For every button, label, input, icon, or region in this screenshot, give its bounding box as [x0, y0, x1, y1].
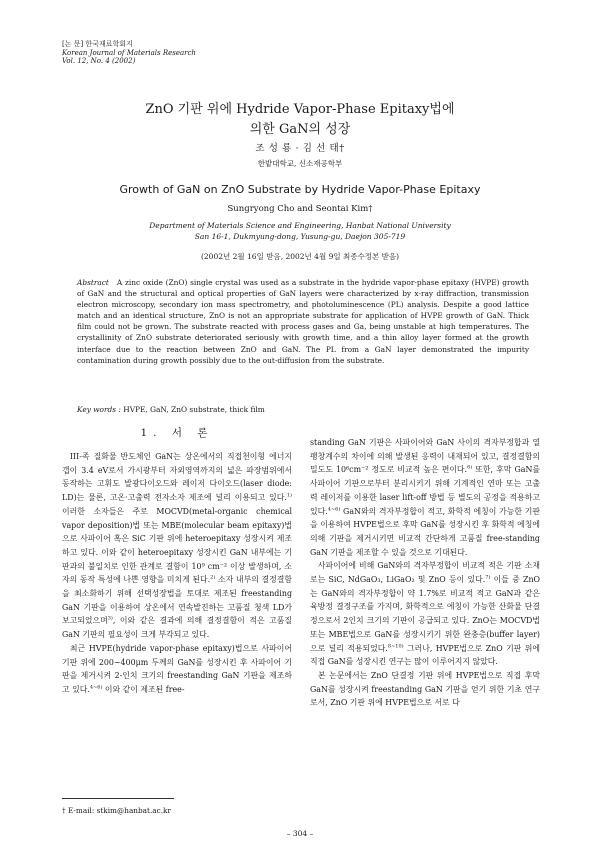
abstract	[77, 277, 529, 366]
intro-p2-text-a: 최근 HVPE(hydride vapor-phase epitaxy)법으로 사파이어 기판 위에 200~400μm 두께의 GaN를 성장시킨 후 사파이어 기판을 제거시켜 2-인치 크기의 freestanding GaN 기판을 제조하고 있다.	[62, 643, 292, 694]
section-heading-introduction: 1. 서 론	[140, 427, 214, 439]
body-column-right	[310, 436, 540, 710]
intro-p1-text-a: III-족 질화물 반도체인 GaN는 상온에서의 직접천이형 에너지 갭이 3.4 eV로서 가시광부터 자외영역까지의 넓은 파장범위에서 동작하는 고휘도 발광다이오드와 레이저 다이오드(laser diode: LD)는 물론, 고온·고출력 전자소자 제조에 널리 이용되고 있다.	[62, 452, 292, 503]
affiliation-english-line2: San 16-1, Dukmyung-dong, Yusung-gu, Daejon 305-719	[194, 232, 406, 241]
citation-ref: 3)	[107, 615, 113, 622]
citation-ref: 6)	[467, 464, 473, 471]
citation-ref: 4~6)	[327, 505, 341, 512]
title-korean	[0, 100, 600, 140]
footnote-email: † E-mail: stkim@hanbat.ac.kr	[62, 806, 171, 815]
citation-ref: 4~6)	[89, 684, 103, 691]
affiliation-english-line1: Department of Materials Science and Engineering, Hanbat National University	[149, 221, 451, 230]
abstract-text: A zinc oxide (ZnO) single crystal was used as a substrate in the hydride vapor-phase epitaxy (HVPE) growth of GaN and the structural and optical properties of GaN layers were characterized by x-ray diffraction, transmission electron microscopy, secondary ion mass spectrometry, and photoluminescence (PL) analysis. Despite a good lattice match and an identical structure, ZnO is not an appropriate substrate for application of HVPE growth of GaN. Thick film could not be grown. The substrate reacted with process gases and Ga, being unstable at high temperatures. The crystallinity of ZnO substrate deteriorated seriously with growth time, and a thin alloy layer formed at the growth interface due to the reaction between ZnO and GaN. The PL from a GaN layer demonstrated the impurity contamination during growth possibly due to the out-diffusion from the substrate.	[77, 278, 529, 365]
journal-name-ko: [논 문] 한국재료학회지	[62, 40, 133, 48]
authors-english: Sungryong Cho and Seontai Kim†	[227, 204, 373, 214]
keywords-label: Key words :	[77, 405, 121, 414]
intro-paragraph-4	[310, 669, 540, 710]
title-english: Growth of GaN on ZnO Substrate by Hydride Vapor-Phase Epitaxy	[119, 183, 481, 196]
citation-ref: 8~10)	[387, 642, 404, 649]
intro-p3-text-c: 그러나, HVPE법으로 ZnO 기판 위에 직접 GaN를 성장시킨 연구는 많이 이루어지지 않았다.	[310, 643, 540, 667]
intro-p1-text-d: , 이와 같은 결과에 의해 결정결함이 적은 고품질 GaN 기판의 필요성이 크게 부각되고 있다.	[62, 616, 292, 640]
intro-p2c-text-a: standing GaN 기판은 사파이어와 GaN 사이의 격자부정합과 열팽창계수의 차이에 의해 발생된 응력이 내재되어 있고, 결정결함의 밀도도 10⁶cm⁻² 정도로 비교적 높은 편이다.	[310, 438, 540, 475]
intro-p2c-text-b: 또한, 후막 GaN를 사파이어 기판으로부터 분리시키기 위해 기계적인 연마 또는 고출력 레이저를 이용한 laser lift-off 방법 등 별도의 공정을 적용하고 있다.	[310, 465, 540, 516]
intro-p4-text: 본 논문에서는 ZnO 단결정 기판 위에 HVPE법으로 직접 후막 GaN를 성장시켜 freestanding GaN 기판을 얻기 위한 기초 연구로서, ZnO 기판 위에 HVPE법으로 서로 다	[310, 670, 540, 708]
affiliation-english	[0, 220, 600, 242]
keywords	[77, 405, 265, 414]
keywords-text: HVPE, GaN, ZnO substrate, thick film	[123, 405, 265, 414]
intro-p3-text-b: 이들 중 ZnO는 GaN와의 격자부정합이 약 1.7%로 비교적 적고 GaN과 같은 육방정 결정구조를 가지며, 화학적으로 에칭이 가능한 산화물 단결정으로서 2인치 크기의 기판이 공급되고 있다. ZnO는 MOCVD법 또는 MBE법으로 GaN를 성장시키기 위한 완충층(buffer layer)으로 널리 적용되었다.	[310, 575, 540, 653]
intro-paragraph-1	[62, 450, 292, 642]
citation-ref: 1)	[286, 492, 292, 499]
citation-ref: 2)	[210, 574, 216, 581]
footnote-rule	[62, 798, 174, 799]
intro-p1-text-b: 이러한 소자들은 주로 MOCVD(metal-organic chemical vapor deposition)법 또는 MBE(molecular beam epitaxy)법으로 사파이어 혹은 SiC 기판 위에 heteroepitaxy 성장시켜 제조하고 있다. 이와 같이 heteroepitaxy 성장시킨 GaN 내부에는 기판과의 불일치로 인한 관계로 결함이 10⁹ cm⁻² 이상 발생하며, 소자의 동작 특성에 나쁜 영향을 미치게 된다.	[62, 506, 292, 585]
intro-p3-text-a: 사파이어에 비해 GaN와의 격자부정합이 비교적 적은 기판 소재로는 SiC, NdGaO₃, LiGaO₂ 및 ZnO 등이 있다.	[310, 561, 540, 585]
journal-name-en: Korean Journal of Materials Research	[62, 48, 196, 57]
intro-p1-text-c: 소자 내부의 결정결함을 최소화하기 위해 선택성장법을 토대로 제조된 freestanding GaN 기판을 이용하여 상온에서 연속발진하는 고품질 청색 LD가 보고되었으며	[62, 575, 292, 626]
journal-volume: Vol. 12, No. 4 (2002)	[62, 57, 136, 66]
intro-p2-text-b: 이와 같이 제조된 free-	[102, 684, 185, 694]
affiliation-korean: 한밭대학교, 신소재공학부	[257, 159, 343, 168]
authors-korean: 조 성 룡 · 김 선 태†	[255, 143, 345, 154]
intro-paragraph-2-cont	[310, 436, 540, 559]
intro-p2c-text-c: GaN와의 격자부정합이 적고, 화학적 에칭이 가능한 기판을 이용하여 HVPE법으로 후막 GaN를 성장시킨 후 화학적 에칭에 의해 기판을 제거시키면 비교적 간단하게 고품질 free-standing GaN 기판을 제조할 수 있을 것으로 기대된다.	[310, 506, 540, 557]
page-number: – 304 –	[286, 829, 314, 838]
received-dates: (2002년 2월 16일 받음, 2002년 4월 9일 최종수정본 받음)	[200, 252, 399, 261]
intro-paragraph-3	[310, 559, 540, 669]
abstract-label: Abstract	[77, 278, 109, 287]
journal-header	[62, 40, 196, 66]
citation-ref: 7)	[485, 574, 491, 581]
title-korean-line1: ZnO 기판 위에 Hydride Vapor-Phase Epitaxy법에	[145, 102, 455, 117]
title-korean-line2: 의한 GaN의 성장	[249, 122, 351, 137]
intro-paragraph-2	[62, 642, 292, 697]
body-column-left	[62, 426, 292, 697]
